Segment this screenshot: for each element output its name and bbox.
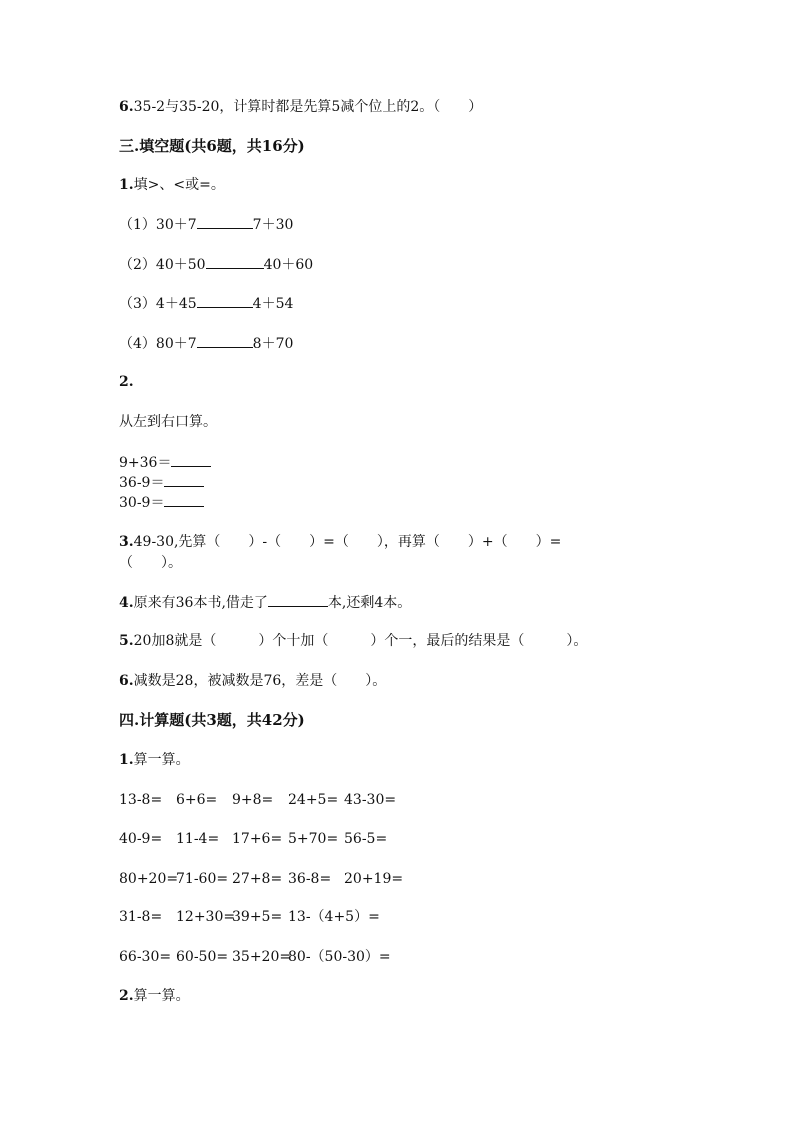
section-title-fill-in: 三.填空题(共6题，共16分) (119, 137, 305, 155)
fill-question-3-line-2: （ ）。 (119, 555, 182, 571)
question-text: 减数是28，被减数是76，差是（ ）。 (133, 673, 387, 689)
question-text-after: 本,还剩4本。 (327, 595, 412, 611)
question-number: 5. (119, 633, 134, 649)
row-label: （1） (119, 217, 156, 233)
calc-expression: 6+6= (176, 792, 218, 808)
answer-blank[interactable] (197, 333, 253, 348)
row-label: （2） (119, 257, 156, 273)
fill-question-3-line-1 (119, 532, 561, 552)
fill-question-4 (119, 592, 411, 613)
judge-question-6 (119, 97, 482, 117)
question-text: 填>、<或=。 (133, 177, 225, 193)
calc-expression: 31-8= (119, 909, 163, 925)
answer-blank[interactable] (164, 492, 204, 507)
right-expression: 40＋60 (263, 257, 314, 273)
fill-question-2-number: 2. (119, 374, 134, 390)
calc-expression: 80+20= (119, 871, 179, 887)
calc-expression: 9+8= (232, 792, 274, 808)
fill-question-5 (119, 631, 587, 651)
oral-calc-row-3 (119, 492, 204, 513)
calc-row-3 (119, 869, 403, 889)
calc-expression: 56-5= (344, 831, 388, 847)
calc-question-1-title (119, 750, 190, 770)
question-number: 4. (119, 595, 134, 611)
question-number: 6. (119, 673, 134, 689)
compare-row-3 (119, 293, 293, 314)
question-text: 20加8就是（ ）个十加（ ）个一，最后的结果是（ ）。 (133, 633, 588, 649)
question-number: 3. (119, 534, 134, 550)
right-expression: 8＋70 (252, 336, 294, 352)
question-number: 1. (119, 177, 134, 193)
answer-blank[interactable] (164, 472, 204, 487)
question-number: 1. (119, 752, 134, 768)
left-expression: 30＋7 (155, 217, 197, 233)
row-label: （4） (119, 336, 156, 352)
calc-expression: 60-50= (176, 949, 229, 965)
fill-question-2-title: 从左到右口算。 (119, 414, 217, 430)
answer-blank[interactable] (268, 592, 328, 607)
oral-expression: 9+36＝ (119, 455, 172, 471)
calc-expression: 12+30= (176, 909, 236, 925)
question-text-before: 原来有36本书,借走了 (133, 595, 268, 611)
question-text: 35-2与35-20，计算时都是先算5减个位上的2。（ ） (133, 99, 483, 115)
answer-blank[interactable] (171, 452, 211, 467)
compare-row-2 (119, 254, 313, 275)
oral-expression: 30-9＝ (119, 495, 165, 511)
left-expression: 4＋45 (155, 296, 197, 312)
answer-blank[interactable] (206, 254, 264, 269)
question-number: 2. (119, 988, 134, 1004)
calc-row-5 (119, 947, 391, 967)
calc-expression: 80-（50-30）= (288, 949, 391, 965)
fill-question-1-title (119, 175, 225, 195)
calc-row-4 (119, 907, 380, 927)
right-expression: 7＋30 (252, 217, 294, 233)
calc-expression: 43-30= (344, 792, 397, 808)
calc-expression: 71-60= (176, 871, 229, 887)
calc-expression: 40-9= (119, 831, 163, 847)
left-expression: 80＋7 (155, 336, 197, 352)
answer-blank[interactable] (197, 214, 253, 229)
calc-expression: 39+5= (232, 909, 283, 925)
calc-expression: 36-8= (288, 871, 332, 887)
calc-row-2 (119, 829, 387, 849)
oral-expression: 36-9＝ (119, 475, 165, 491)
calc-question-2-title (119, 986, 190, 1006)
left-expression: 40＋50 (155, 257, 206, 273)
compare-row-4 (119, 333, 293, 354)
calc-expression: 13-8= (119, 792, 163, 808)
calc-expression: 20+19= (344, 871, 404, 887)
answer-blank[interactable] (197, 293, 253, 308)
oral-calc-row-1 (119, 452, 211, 473)
calc-expression: 66-30= (119, 949, 172, 965)
calc-expression: 11-4= (176, 831, 220, 847)
calc-expression: 24+5= (288, 792, 339, 808)
fill-question-6 (119, 671, 386, 691)
row-label: （3） (119, 296, 156, 312)
section-title-calculation: 四.计算题(共3题，共42分) (119, 711, 305, 729)
calc-expression: 13-（4+5）= (288, 909, 380, 925)
question-text: 49-30,先算（ ）-（ ）=（ ），再算（ ）+（ ）= (133, 534, 562, 550)
calc-expression: 5+70= (288, 831, 339, 847)
oral-calc-row-2 (119, 472, 204, 493)
question-text: 算一算。 (133, 752, 190, 768)
calc-expression: 27+8= (232, 871, 283, 887)
right-expression: 4＋54 (252, 296, 294, 312)
question-number: 6. (119, 99, 134, 115)
calc-expression: 35+20= (232, 949, 292, 965)
calc-row-1 (119, 790, 396, 810)
question-text: 算一算。 (133, 988, 190, 1004)
compare-row-1 (119, 214, 293, 235)
calc-expression: 17+6= (232, 831, 283, 847)
